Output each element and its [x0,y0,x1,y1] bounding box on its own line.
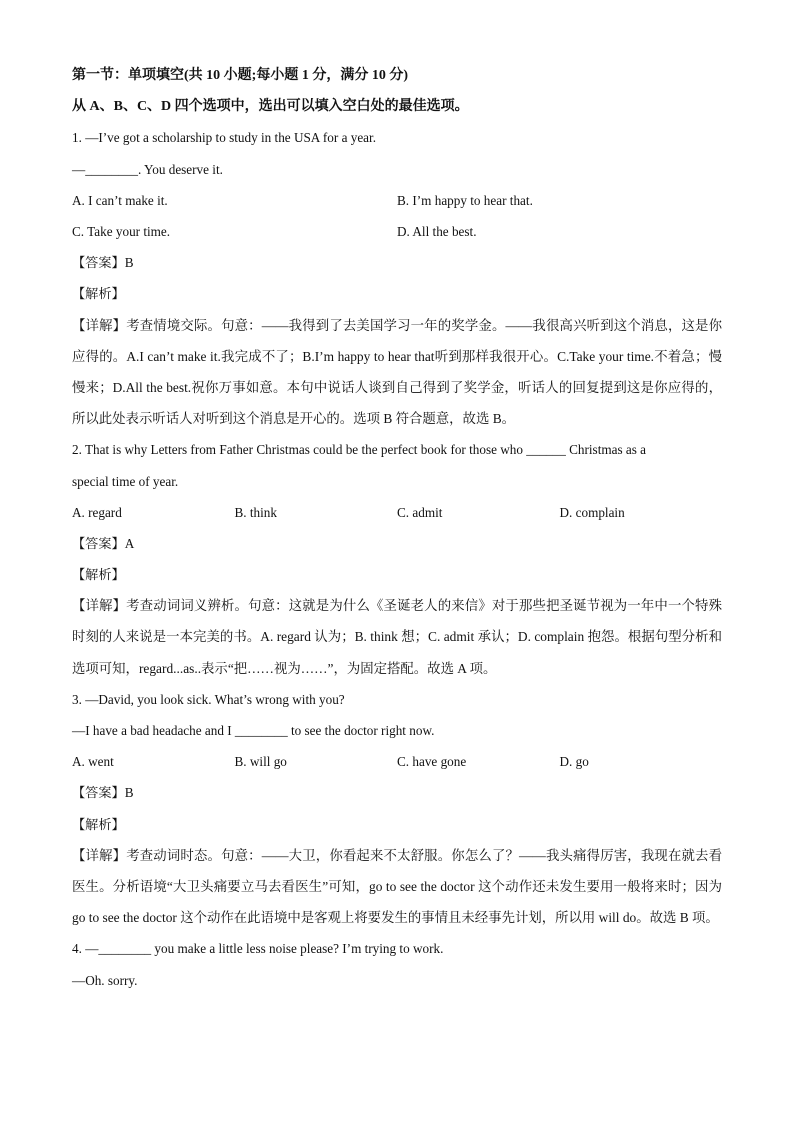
question-stem-line: 1. —I’ve got a scholarship to study in the USA for a year. [72,130,376,146]
option-a: A. I can’t make it. [72,192,168,208]
option-b: B. I’m happy to hear that. [397,192,533,208]
options-row [72,216,722,247]
option-d: D. complain [559,504,625,520]
option-a: A. went [72,754,114,770]
option-a: A. regard [72,504,122,520]
detail-explanation: 【详解】考查动词词义辨析。句意：这就是为什么《圣诞老人的来信》对于那些把圣诞节视为一年中一个特殊时刻的人来说是一本完美的书。A. regard 认为；B. think 想；C. admit 承认；D. complain 抱怨。根据句型分析和选项可知，regard...as..表示“把……视为……”，为固定搭配。故选 A 项。 [72,598,722,676]
analysis-label: 【解析】 [72,567,125,583]
analysis-label: 【解析】 [72,816,125,832]
option-d: D. go [559,754,589,770]
option-b: B. will go [234,754,287,770]
question-stem-line: 3. —David, you look sick. What’s wrong with you? [72,691,345,707]
option-c: C. admit [397,504,443,520]
option-d: D. All the best. [397,223,477,239]
question-3 [72,684,722,934]
section-instruction: 从 A、B、C、D 四个选项中，选出可以填入空白处的最佳选项。 [72,99,469,115]
options-row [72,497,722,528]
answer: 【答案】A [72,535,135,551]
section-title: 第一节：单项填空(共 10 小题;每小题 1 分，满分 10 分) [72,68,408,83]
options-row [72,185,722,216]
detail-explanation: 【详解】考查动词时态。句意：——大卫，你看起来不太舒服。你怎么了？——我头痛得厉害，我现在就去看医生。分析语境“大卫头痛要立马去看医生”可知，go to see the doctor 这个动作还未发生要用一般将来时；因为 go to see the doctor 这个动作在此语境中是客观上将要发生的事情且未经事先计划，所以用 will do。故选 B 项。 [72,847,722,926]
option-c: C. Take your time. [72,223,171,239]
question-2 [72,434,722,684]
question-4 [72,933,722,995]
question-stem-line: —I have a bad headache and I ________ to see the doctor right now. [72,723,435,739]
question-1 [72,122,722,434]
question-stem-line: 2. That is why Letters from Father Christmas could be the perfect book for those who ______ Christmas as a [72,442,647,458]
options-row [72,746,722,777]
question-stem-line: special time of year. [72,473,179,489]
question-stem-line: —________. You deserve it. [72,161,223,177]
analysis-label: 【解析】 [72,286,125,302]
detail-explanation: 【详解】考查情境交际。句意：——我得到了去美国学习一年的奖学金。——我很高兴听到这个消息，这是你应得的。A.I can’t make it.我完成不了；B.I’m happy to hear that听到那样我很开心。C.Take your time.不着急；慢慢来；D.All the best.祝你万事如意。本句中说话人谈到自己得到了奖学金，听话人的回复提到这是你应得的，所以此处表示听话人对听到这个消息是开心的。选项 B 符合题意，故选 B。 [72,317,722,427]
question-stem-line: —Oh. sorry. [72,972,138,988]
question-stem-line: 4. —________ you make a little less noise please? I’m trying to work. [72,941,444,957]
exam-page [72,60,722,996]
option-b: B. think [234,504,277,520]
answer: 【答案】B [72,785,134,801]
option-c: C. have gone [397,754,467,770]
answer: 【答案】B [72,255,134,271]
